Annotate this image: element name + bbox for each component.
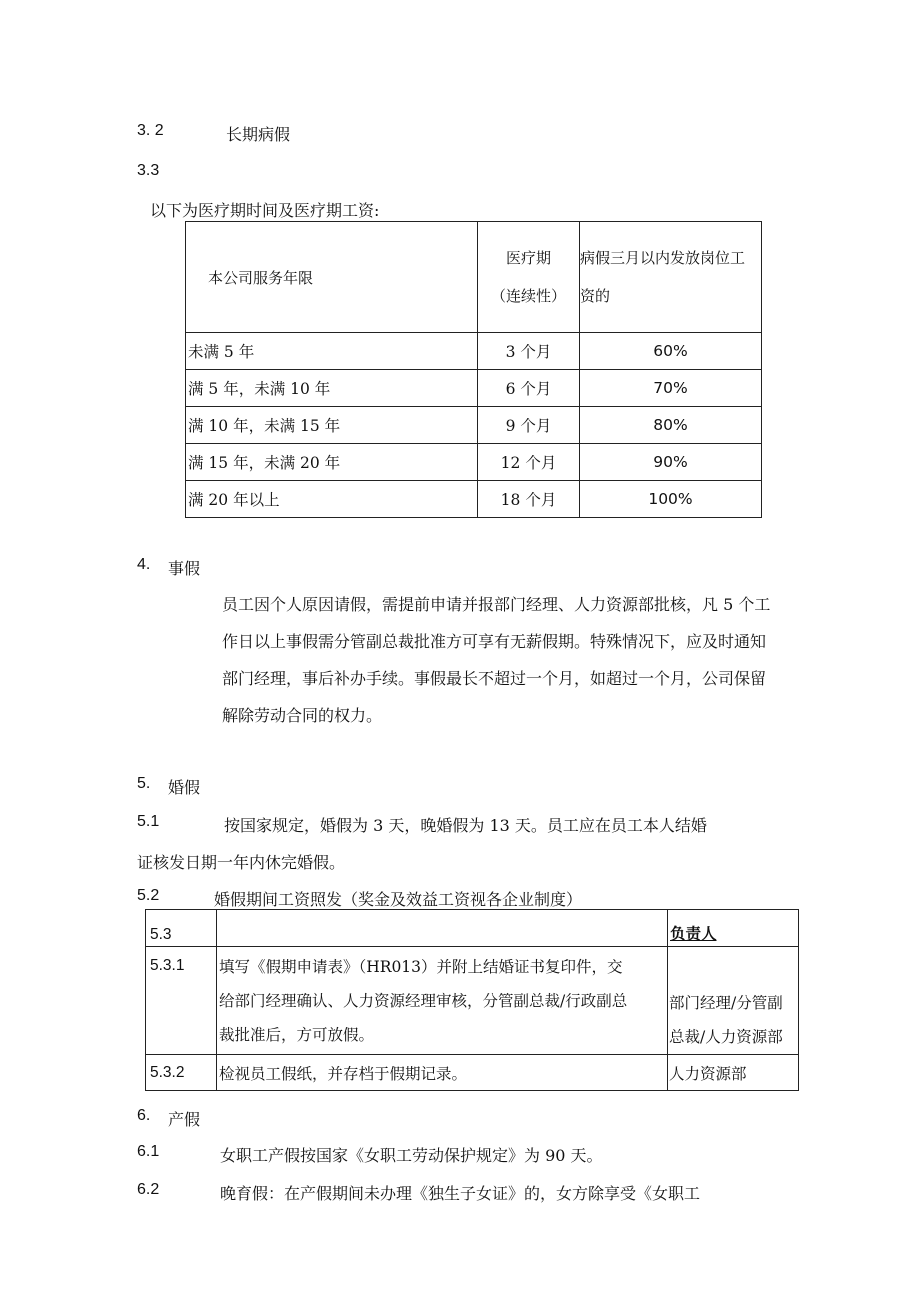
section-number: 5. [137,775,151,792]
paragraph-line: 部门经理，事后补办手续。事假最长不超过一个月，如超过一个月，公司保留 [222,669,767,688]
table-header-row [186,222,762,333]
section-number: 6. [137,1107,151,1124]
desc-line: 给部门经理确认、人力资源经理审核，分管副总裁/行政副总 [219,991,628,1010]
cell-num: 5.3.1 [146,947,217,1055]
paragraph-line: 证核发日期一年内休完婚假。 [137,853,346,872]
header-num: 5.3 [146,910,217,947]
cell-period: 18 个月 [478,481,580,518]
cell-pct: 100% [580,481,762,518]
cell-years: 满 10 年，未满 15 年 [186,407,478,444]
cell-years: 满 15 年，未满 20 年 [186,444,478,481]
cell-years: 满 20 年以上 [186,481,478,518]
table-row [186,370,762,407]
header-pay-line1: 病假三月以内发放岗位工 [580,249,746,267]
cell-period: 6 个月 [478,370,580,407]
cell-period: 9 个月 [478,407,580,444]
paragraph-line: 解除劳动合同的权力。 [222,706,383,725]
header-period-line1: 医疗期 [505,249,551,267]
cell-pct: 80% [580,407,762,444]
desc-line: 裁批准后，方可放假。 [219,1025,375,1044]
paragraph-line: 作日以上事假需分管副总裁批准方可享有无薪假期。特殊情况下，应及时通知 [222,632,767,651]
cell-owner [668,1055,799,1091]
section-title: 事假 [168,559,201,578]
cell-owner [668,947,799,1055]
table-row [146,947,799,1055]
cell-pct: 60% [580,333,762,370]
table-row [186,407,762,444]
section-number: 6.1 [137,1143,160,1160]
section-number: 4. [137,556,151,573]
section-title: 产假 [168,1110,201,1129]
desc-line: 检视员工假纸，并存档于假期记录。 [219,1064,468,1083]
header-years: 本公司服务年限 [208,268,314,287]
header-period-line2: （连续性） [490,287,566,305]
section-number: 3.3 [137,162,160,179]
paragraph-line: 婚假期间工资照发（奖金及效益工资视各企业制度） [214,890,583,909]
marriage-leave-procedure-table [145,909,799,1091]
cell-years: 未满 5 年 [186,333,478,370]
cell-years: 满 5 年，未满 10 年 [186,370,478,407]
owner-line: 部门经理/分管副 [669,994,783,1012]
paragraph-line: 员工因个人原因请假，需提前申请并报部门经理、人力资源部批核，凡 5 个工 [222,595,771,614]
header-owner: 负责人 [668,910,799,947]
table-row [186,444,762,481]
section-number: 5.1 [137,813,160,830]
header-pay-line2: 资的 [580,287,611,305]
header-cell [186,222,478,333]
paragraph-line: 按国家规定，婚假为 3 天，晚婚假为 13 天。员工应在员工本人结婚 [224,816,707,835]
header-cell [478,222,580,333]
section-title: 长期病假 [226,125,291,144]
header-cell [580,222,762,333]
owner-line: 总裁/人力资源部 [669,1028,783,1046]
owner-line: 人力资源部 [669,1064,747,1083]
cell-pct: 70% [580,370,762,407]
medical-period-table [185,221,762,518]
paragraph-line: 女职工产假按国家《女职工劳动保护规定》为 90 天。 [220,1146,603,1165]
cell-desc [217,947,668,1055]
table-row [146,1055,799,1091]
table-header-row [146,910,799,947]
cell-desc [217,1055,668,1091]
desc-line: 填写《假期申请表》（HR013）并附上结婚证书复印件，交 [219,957,623,976]
section-number: 5.2 [137,887,160,904]
section-number: 3. 2 [137,122,164,139]
personal-leave-paragraph [222,586,770,734]
table-intro: 以下为医疗期时间及医疗期工资: [150,201,380,220]
paragraph-line: 晚育假：在产假期间未办理《独生子女证》的，女方除享受《女职工 [220,1184,701,1203]
table-row [186,333,762,370]
table-row [186,481,762,518]
section-title: 婚假 [168,778,201,797]
cell-pct: 90% [580,444,762,481]
cell-period: 12 个月 [478,444,580,481]
cell-num: 5.3.2 [146,1055,217,1091]
section-number: 6.2 [137,1181,160,1198]
header-desc [217,910,668,947]
cell-period: 3 个月 [478,333,580,370]
